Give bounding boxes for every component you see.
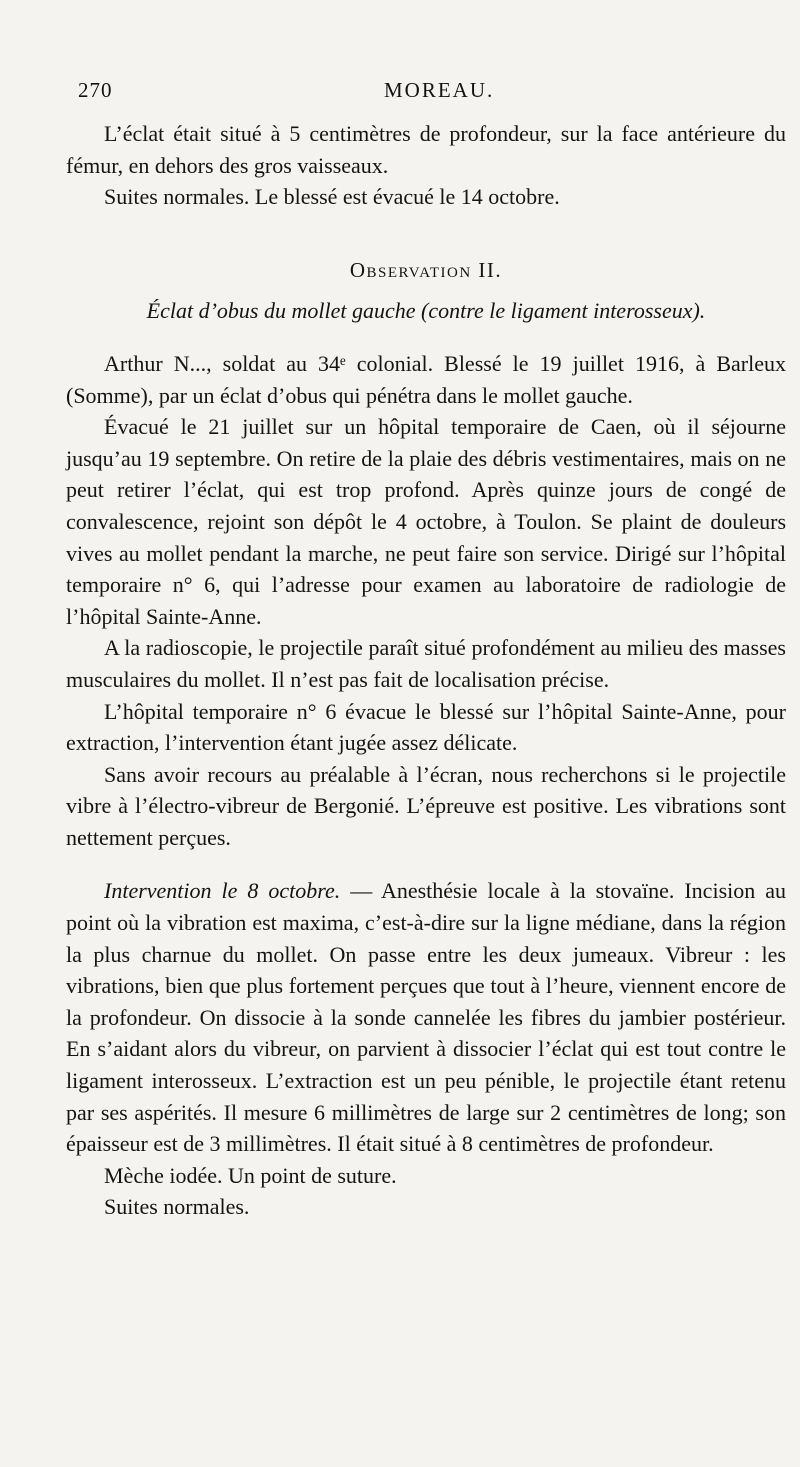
paragraph-9: Mèche iodée. Un point de suture. [104,1162,397,1188]
paragraph-6: L’hôpital temporaire n° 6 évacue le blessé sur l’hôpital Sainte-Anne, pour extraction, l’intervention étant jugée assez délicate. [66,698,786,756]
paragraph-8 [66,875,786,1159]
paragraph-1: L’éclat était situé à 5 centimètres de profondeur, sur la face antérieure du fémur, en dehors des gros vaisseaux. [66,121,786,178]
paragraph-5: A la radioscopie, le projectile paraît situé profondément au milieu des masses musculaires du mollet. Il n’est pas fait de localisation précise. [66,635,786,692]
page-header [66,78,786,118]
paragraph-7: Sans avoir recours au préalable à l’écran, nous recherchons si le projectile vibre à l’électro-vibreur de Bergonié. L’épreuve est positive. Les vibrations sont nettement perçues. [66,761,786,850]
observation-subtitle: Éclat d’obus du mollet gauche (contre le ligament interosseux). [146,298,706,324]
running-head: MOREAU. [384,78,495,102]
intervention-text: — Anesthésie locale à la stovaïne. Incision au point où la vibration est maxima, c’est-à-dire sur la ligne médiane, dans la région la plus charnue du mollet. On passe entre les deux jumeaux. Vibreur : les vibrations, bien que plus fortement perçues que tout à l’heure, viennent encore de la profondeur. On dissocie à la sonde cannelée les fibres du jambier postérieur. En s’aidant alors du vibreur, on parvient à dissocier l’éclat qui est tout contre le ligament interosseux. L’extraction est un peu pénible, le projectile étant retenu par ses aspérités. Il mesure 6 millimètres de large sur 2 centimètres de long; son épaisseur est de 3 millimètres. Il était situé à 8 centimètres de profondeur. [66,878,786,1157]
paragraph-4: Évacué le 21 juillet sur un hôpital temporaire de Caen, où il séjourne jusqu’au 19 septembre. On retire de la plaie des débris vestimentaires, mais on ne peut retirer l’éclat, qui est trop profond. Après quinze jours de congé de convalescence, rejoint son dépôt le 4 octobre, à Toulon. Se plaint de douleurs vives au mollet pendant la marche, ne peut faire son service. Dirigé sur l’hôpital temporaire n° 6, qui l’adresse pour examen au laboratoire de radiologie de l’hôpital Sainte-Anne. [66,414,786,629]
page-number: 270 [78,78,113,102]
observation-title: Observation II. [349,257,503,282]
paragraph-3: Arthur N..., soldat au 34ᵉ colonial. Blessé le 19 juillet 1916, à Barleux (Somme), par un éclat d’obus qui pénétra dans le mollet gauche. [66,350,786,408]
paragraph-10: Suites normales. [104,1194,250,1220]
paragraph-2: Suites normales. Le blessé est évacué le 14 octobre. [104,184,560,210]
intervention-lead: Intervention le 8 octobre. [104,878,341,904]
